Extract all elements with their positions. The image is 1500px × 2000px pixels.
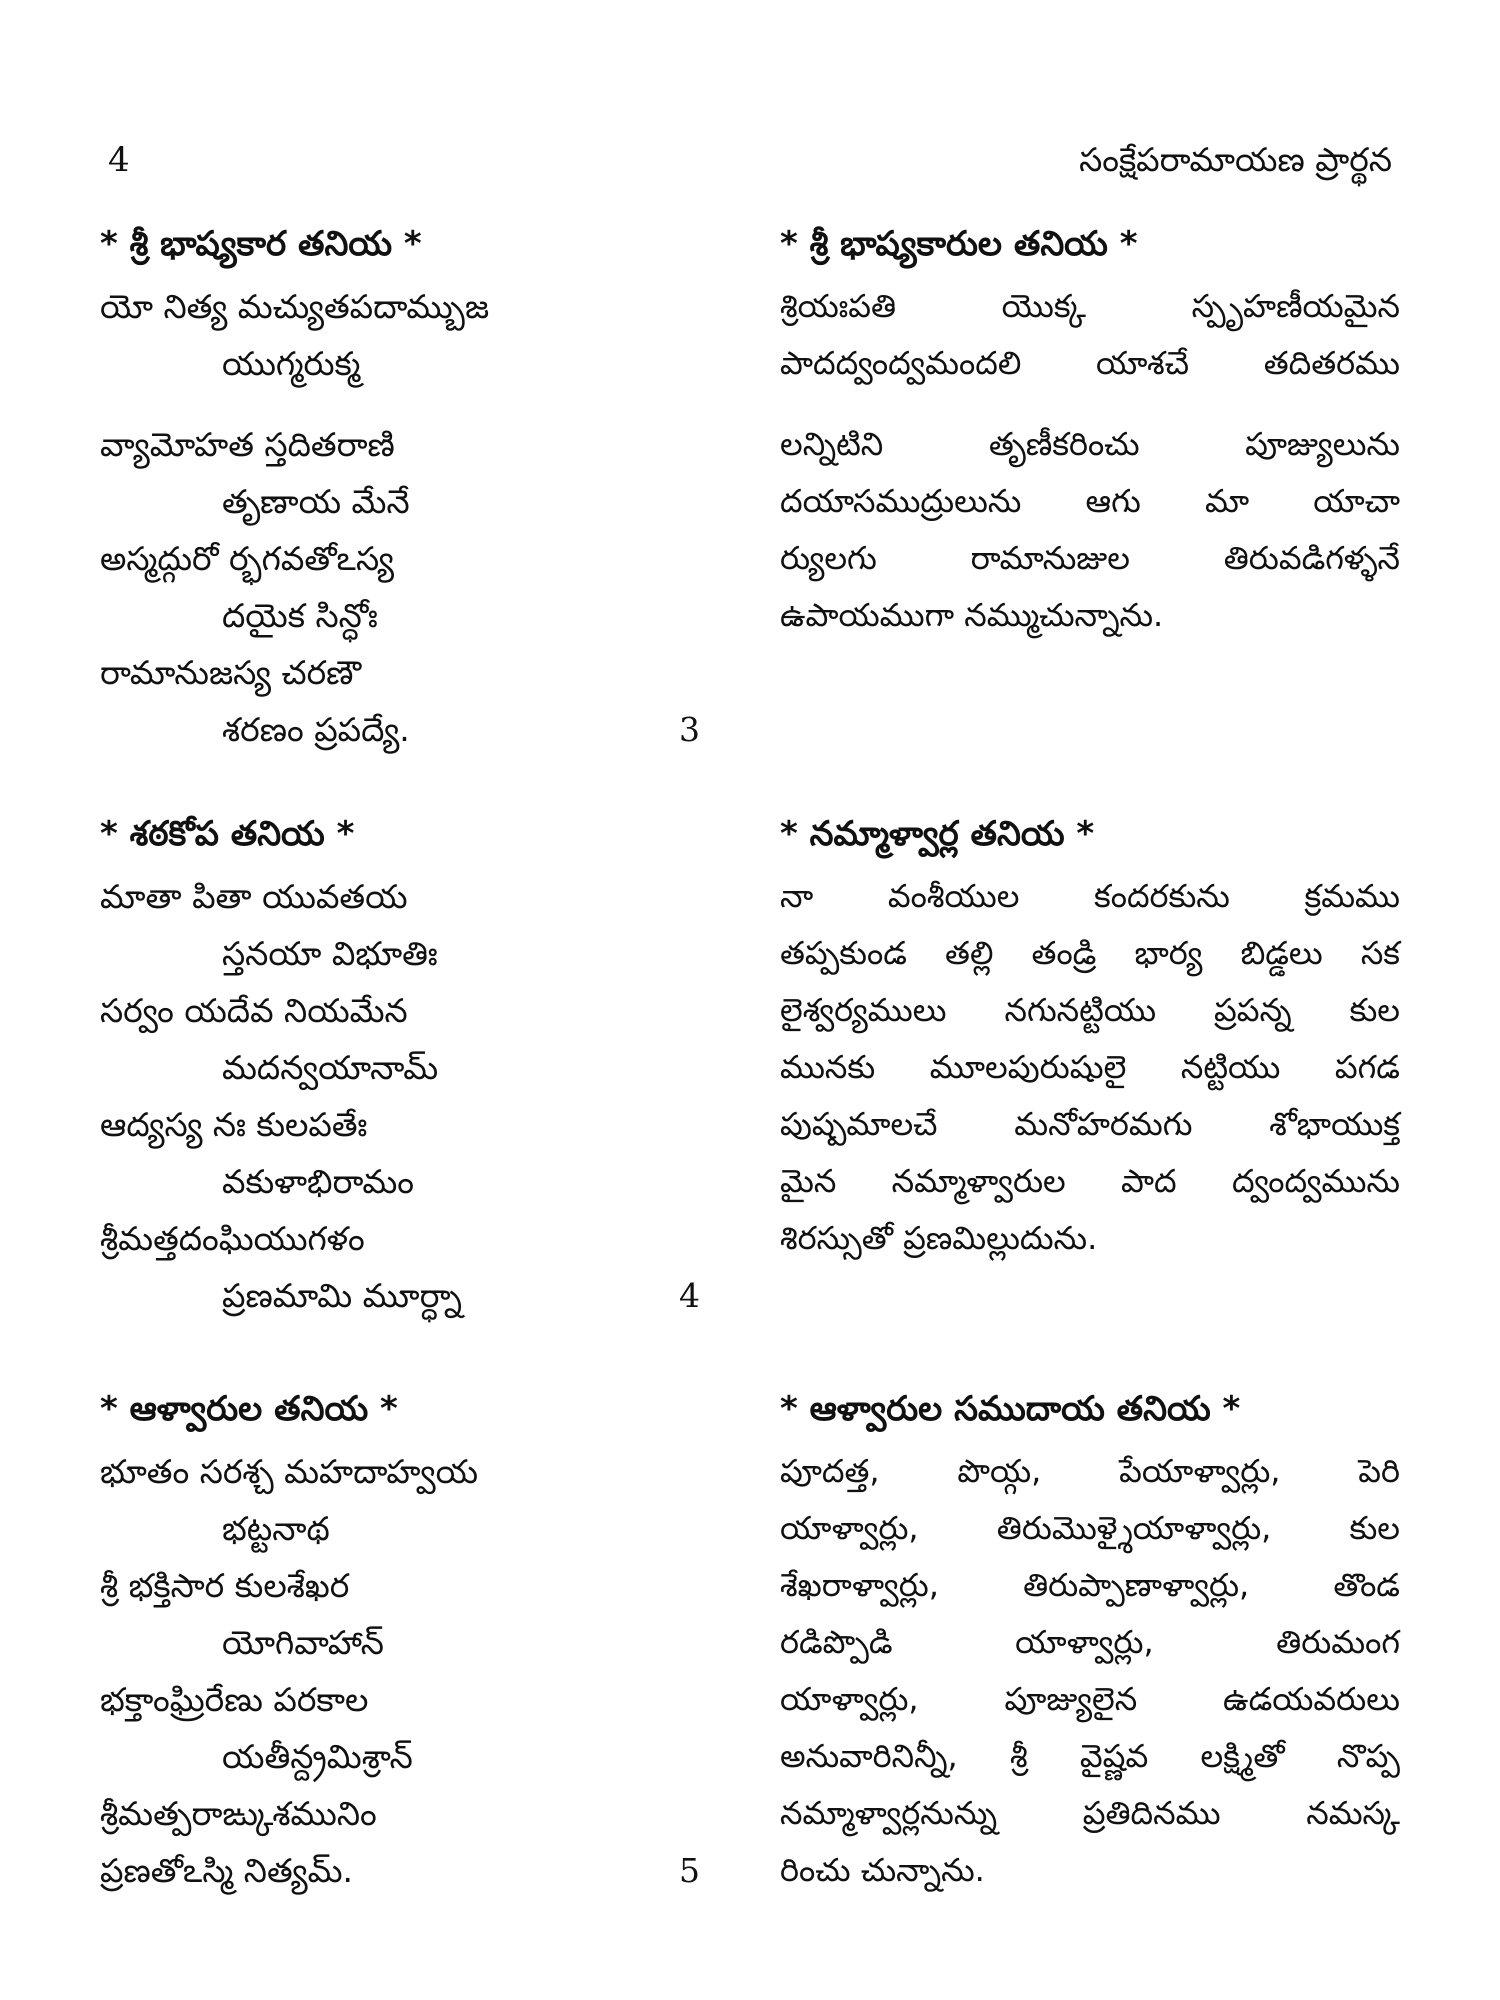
verse-line-text: ఆద్యస్య నః కులపతేః xyxy=(100,1105,368,1144)
verse-line xyxy=(100,1728,700,1785)
meaning-line: యాళ్వార్లు, పూజ్యులైన ఉడయవరులు xyxy=(780,1680,1400,1718)
meaning-line: శిరస్సుతో ప్రణమిల్లుదును. xyxy=(780,1219,1098,1257)
meaning-line: మైన నమ్మాళ్వారుల పాద ద్వంద్వమును xyxy=(780,1162,1400,1200)
meaning-line: యాళ్వార్లు, తిరుమొళ్శైయాళ్వార్లు, కుల xyxy=(780,1509,1400,1547)
verse-line-text: శ్రీమత్తదంఘియుగళం xyxy=(100,1219,365,1258)
sanskrit-verse-column xyxy=(100,1375,700,1899)
meaning-heading: * నమ్మాళ్వార్ల తనియ * xyxy=(780,814,1095,854)
verse-line-text: యతీన్ద్రమిశ్రాన్ xyxy=(222,1737,413,1776)
verse-line xyxy=(100,1267,700,1324)
telugu-meaning-column xyxy=(780,210,1400,758)
verse-heading: * శఠకోప తనియ * xyxy=(100,814,355,854)
verse-line-text: యోగివాహాన్ xyxy=(222,1623,384,1662)
section-2 xyxy=(100,800,1400,1324)
meaning-line: పూదత్త, పొయ్గ, పేయాళ్వార్లు, పెరి xyxy=(780,1452,1400,1490)
verse-line-text: సర్వం యదేవ నియమేన xyxy=(100,991,408,1030)
verse-line xyxy=(100,868,700,925)
verse-line-text: స్తనయా విభూతిః xyxy=(222,934,438,973)
verse-line-text: దయైక సిన్ధోః xyxy=(222,596,378,635)
verse-line-text: ప్రణతోఽస్మి నిత్యమ్. xyxy=(100,1851,354,1890)
verse-line-text: యో నిత్య మచ్యుతపదామ్బుజ xyxy=(100,287,490,326)
verse-line xyxy=(100,1842,700,1899)
verse-line xyxy=(100,278,700,335)
meaning-line: మునకు మూలపురుషులై నట్టియు పగడ xyxy=(780,1048,1400,1086)
verse-heading: * శ్రీ భాష్యకార తనియ * xyxy=(100,224,422,264)
telugu-meaning-column xyxy=(780,800,1400,1324)
verse-number: 3 xyxy=(679,710,700,749)
verse-line-text: భూతం సరశ్చ మహదాహ్వయ xyxy=(100,1452,479,1491)
sanskrit-verse-column xyxy=(100,210,700,758)
verse-line xyxy=(100,1671,700,1728)
meaning-line: పాదద్వంద్వమందలి యాశచే తదితరము xyxy=(780,344,1400,382)
meaning-line: ఉపాయముగా నమ్ముచున్నాను. xyxy=(780,596,1164,634)
verse-line-text: తృణాయ మేనే xyxy=(222,482,410,521)
verse-line-text: భట్టనాథ xyxy=(222,1509,330,1548)
verse-line-text: శ్రీమత్పరాఙ్కుశమునిం xyxy=(100,1794,377,1833)
meaning-line: శ్రియఃపతి యొక్క స్పృహణీయమైన xyxy=(780,287,1400,325)
verse-line-text: మాతా పితా యువతయ xyxy=(100,877,408,916)
verse-line xyxy=(100,1614,700,1671)
meaning-heading: * ఆళ్వారుల సముదాయ తనియ * xyxy=(780,1389,1241,1429)
verse-line xyxy=(100,925,700,982)
meaning-line: శేఖరాళ్వార్లు, తిరుప్పాణాళ్వార్లు, తొండ xyxy=(780,1566,1400,1604)
verse-line xyxy=(100,1785,700,1842)
meaning-line: రించు చున్నాను. xyxy=(780,1851,985,1889)
verse-line xyxy=(100,1443,700,1500)
verse-line xyxy=(100,587,700,644)
meaning-line: లన్నిటిని తృణీకరించు పూజ్యులును xyxy=(780,425,1400,463)
verse-line-text: వ్యామోహత స్తదితరాణి xyxy=(100,425,395,464)
meaning-line: నమ్మాళ్వార్లనున్ను ప్రతిదినము నమస్క xyxy=(780,1794,1400,1832)
section-1 xyxy=(100,210,1400,758)
verse-line xyxy=(100,1210,700,1267)
verse-line-text: శ్రీ భక్తిసార కులశేఖర xyxy=(100,1566,350,1605)
verse-line-text: అస్మద్గురో ర్భగవతోఽస్య xyxy=(100,539,394,578)
meaning-line: లైశ్వర్యములు నగునట్టియు ప్రపన్న కుల xyxy=(780,991,1400,1029)
verse-line xyxy=(100,530,700,587)
verse-number: 4 xyxy=(679,1276,700,1315)
verse-line xyxy=(100,701,700,758)
meaning-line: పుష్పమాలచే మనోహరమగు శోభాయుక్త xyxy=(780,1105,1400,1143)
verse-line xyxy=(100,644,700,701)
telugu-meaning-column xyxy=(780,1375,1400,1899)
verse-line xyxy=(100,473,700,530)
verse-line xyxy=(100,982,700,1039)
verse-line-text: వకుళాభిరామం xyxy=(222,1162,415,1201)
verse-line xyxy=(100,335,700,392)
running-title: సంక్షేపరామాయణ ప్రార్థన xyxy=(1079,140,1392,179)
verse-line-text: రామానుజస్య చరణౌ xyxy=(100,653,362,692)
meaning-line: నా వంశీయుల కందరకును క్రమము xyxy=(780,877,1400,915)
verse-line xyxy=(100,1096,700,1153)
sanskrit-verse-column xyxy=(100,800,700,1324)
page-header xyxy=(108,140,1392,188)
verse-number: 5 xyxy=(679,1851,700,1890)
verse-line xyxy=(100,1039,700,1096)
page-number: 4 xyxy=(108,140,130,180)
meaning-line: అనువారినిన్నీ, శ్రీ వైష్ణవ లక్ష్మితో నొప్ప xyxy=(780,1737,1400,1775)
verse-line xyxy=(100,416,700,473)
meaning-heading: * శ్రీ భాష్యకారుల తనియ * xyxy=(780,224,1138,264)
meaning-line: రడిప్పొడి యాళ్వార్లు, తిరుమంగ xyxy=(780,1623,1400,1661)
verse-line-text: భక్తాంఘ్రిరేణు పరకాల xyxy=(100,1680,369,1719)
verse-line xyxy=(100,1153,700,1210)
section-3 xyxy=(100,1375,1400,1899)
verse-line-text: మదన్వయానామ్ xyxy=(222,1048,439,1087)
verse-line xyxy=(100,1557,700,1614)
verse-line-text: శరణం ప్రపద్యే. xyxy=(222,710,410,749)
meaning-line: దయాసముద్రులును ఆగు మా యాచా xyxy=(780,482,1400,520)
verse-heading: * ఆళ్వారుల తనియ * xyxy=(100,1389,398,1429)
verse-line-text: యుగ్మరుక్మ xyxy=(222,344,361,383)
verse-line xyxy=(100,1500,700,1557)
meaning-line: ర్యులగు రామానుజుల తిరువడిగళ్ళనే xyxy=(780,539,1400,577)
verse-line-text: ప్రణమామి మూర్ధ్నా xyxy=(222,1276,462,1315)
meaning-line: తప్పకుండ తల్లి తండ్రి భార్య బిడ్డలు సక xyxy=(780,934,1400,972)
